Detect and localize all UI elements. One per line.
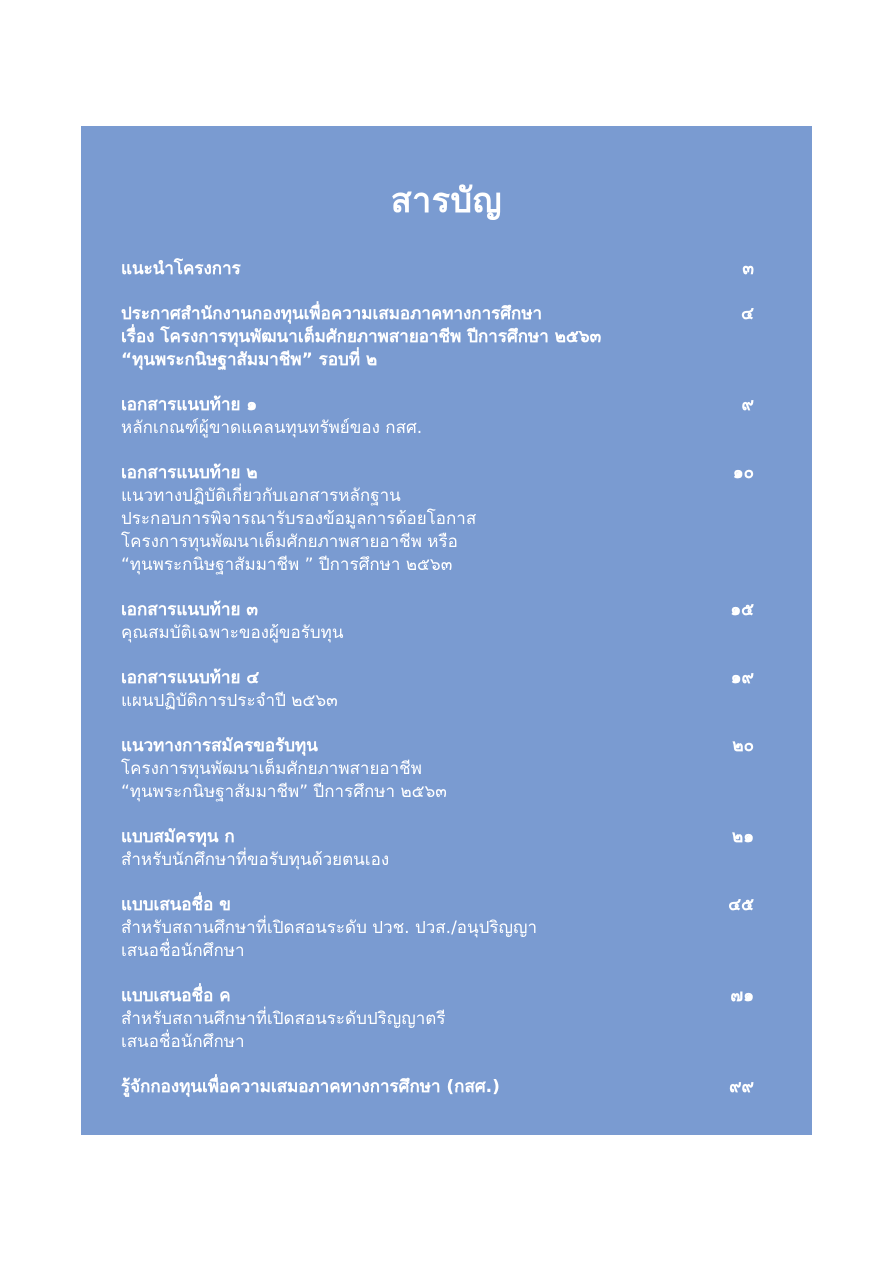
toc-entry-heading: แนวทางการสมัครขอรับทุน xyxy=(121,736,318,756)
toc-entry-text xyxy=(121,599,714,645)
toc-entry-text xyxy=(121,258,714,281)
toc-entry-subline: เสนอชื่อนักศึกษา xyxy=(121,1032,245,1052)
toc-entry xyxy=(121,599,754,645)
toc-entry-subline: เสนอชื่อนักศึกษา xyxy=(121,941,245,961)
toc-entry-text xyxy=(121,1076,714,1099)
toc-page-number: ๙ xyxy=(741,395,754,415)
toc-entry-heading: เอกสารแนบท้าย ๔ xyxy=(121,668,260,688)
toc-page-number: ๒๐ xyxy=(732,736,754,756)
toc-entry-heading: รู้จักกองทุนเพื่อความเสมอภาคทางการศึกษา (กสศ.) xyxy=(121,1077,500,1097)
toc-entry-text xyxy=(121,894,714,963)
toc-entry xyxy=(121,667,754,713)
toc-entry-subline: ประกอบการพิจารณารับรองข้อมูลการด้อยโอกาส xyxy=(121,509,477,529)
toc-entry xyxy=(121,394,754,440)
toc-entry xyxy=(121,1076,754,1099)
toc-entry-subline: หลักเกณฑ์ผู้ขาดแคลนทุนทรัพย์ของ กสศ. xyxy=(121,418,423,438)
toc-page-number: ๓ xyxy=(742,259,754,279)
toc-entry-heading: ประกาศสำนักงานกองทุนเพื่อความเสมอภาคทางการศึกษา xyxy=(121,304,543,324)
toc-list xyxy=(121,258,754,1099)
toc-entry-heading: แบบสมัครทุน ก xyxy=(121,827,235,847)
toc-entry-text xyxy=(121,985,714,1054)
toc-entry-subline: สำหรับสถานศึกษาที่เปิดสอนระดับ ปวช. ปวส./อนุปริญญา xyxy=(121,918,538,938)
toc-entry-subline: แผนปฏิบัติการประจำปี ๒๕๖๓ xyxy=(121,691,338,711)
toc-page-number: ๑๕ xyxy=(730,600,754,620)
toc-entry-subline: “ทุนพระกนิษฐาสัมมาชีพ ” ปีการศึกษา ๒๕๖๓ xyxy=(121,555,453,575)
toc-page-number: ๑๐ xyxy=(732,463,754,483)
toc-entry-subline: สำหรับนักศึกษาที่ขอรับทุนด้วยตนเอง xyxy=(121,850,390,870)
toc-entry-subline: สำหรับสถานศึกษาที่เปิดสอนระดับปริญญาตรี xyxy=(121,1009,446,1029)
toc-entry-subline: โครงการทุนพัฒนาเต็มศักยภาพสายอาชีพ หรือ xyxy=(121,532,458,552)
toc-entry-heading: เอกสารแนบท้าย ๓ xyxy=(121,600,258,620)
toc-page-number: ๒๑ xyxy=(732,827,754,847)
toc-title: สารบัญ xyxy=(390,181,503,221)
toc-entry-text xyxy=(121,735,714,804)
toc-entry-text xyxy=(121,303,714,372)
toc-page-number: ๔๕ xyxy=(728,895,754,915)
toc-entry-text xyxy=(121,394,714,440)
toc-entry-text xyxy=(121,826,714,872)
toc-entry-subline: เรื่อง โครงการทุนพัฒนาเต็มศักยภาพสายอาชีพ ปีการศึกษา ๒๕๖๓ xyxy=(121,327,602,347)
toc-entry xyxy=(121,894,754,963)
toc-page-number: ๗๑ xyxy=(730,986,754,1006)
toc-entry xyxy=(121,303,754,372)
toc-page-number: ๙๙ xyxy=(729,1077,754,1097)
toc-entry-subline: คุณสมบัติเฉพาะของผู้ขอรับทุน xyxy=(121,623,344,643)
toc-entry-text xyxy=(121,667,714,713)
toc-entry-heading: แบบเสนอชื่อ ค xyxy=(121,986,231,1006)
toc-entry xyxy=(121,826,754,872)
toc-entry xyxy=(121,462,754,577)
toc-entry-subline: “ทุนพระกนิษฐาสัมมาชีพ” รอบที่ ๒ xyxy=(121,350,378,370)
toc-entry-text xyxy=(121,462,714,577)
toc-entry-subline: “ทุนพระกนิษฐาสัมมาชีพ” ปีการศึกษา ๒๕๖๓ xyxy=(121,782,447,802)
toc-entry xyxy=(121,258,754,281)
toc-panel xyxy=(81,126,812,1135)
toc-page-number: ๑๙ xyxy=(730,668,754,688)
toc-page-number: ๔ xyxy=(741,304,754,324)
toc-entry-subline: โครงการทุนพัฒนาเต็มศักยภาพสายอาชีพ xyxy=(121,759,422,779)
toc-entry-heading: แบบเสนอชื่อ ข xyxy=(121,895,231,915)
toc-entry xyxy=(121,735,754,804)
toc-entry-subline: แนวทางปฏิบัติเกี่ยวกับเอกสารหลักฐาน xyxy=(121,486,401,506)
toc-entry-heading: เอกสารแนบท้าย ๑ xyxy=(121,395,258,415)
toc-entry-heading: แนะนำโครงการ xyxy=(121,259,241,279)
toc-entry xyxy=(121,985,754,1054)
toc-entry-heading: เอกสารแนบท้าย ๒ xyxy=(121,463,258,483)
